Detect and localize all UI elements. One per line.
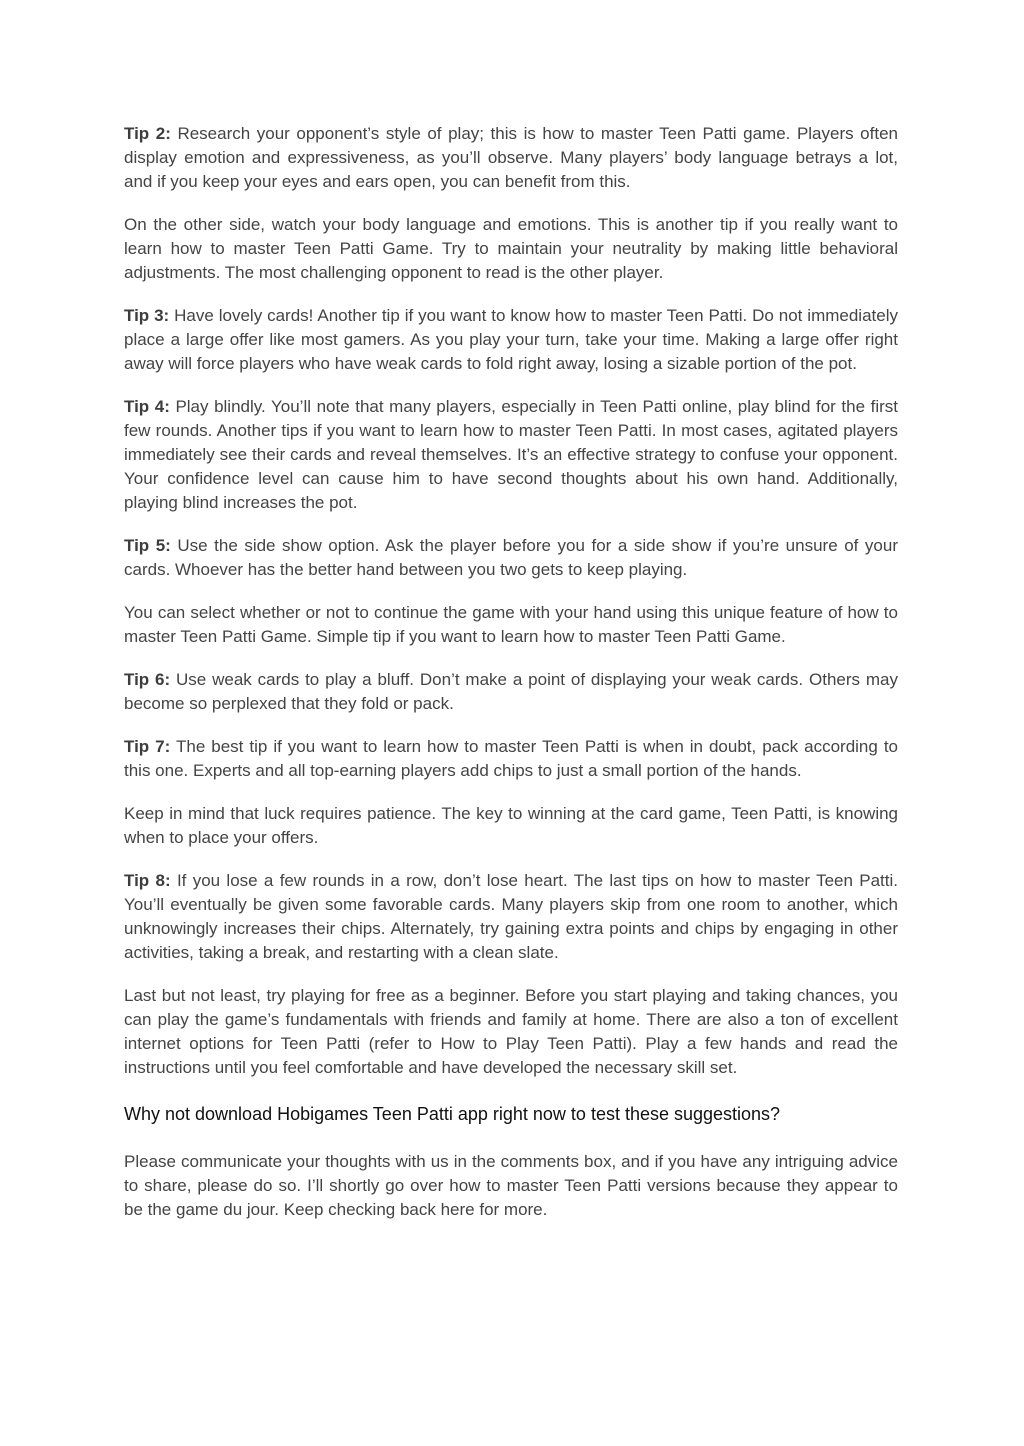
patience-paragraph	[124, 802, 898, 850]
tip-3-paragraph	[124, 304, 898, 376]
tip-3-label: Tip 3:	[124, 306, 170, 325]
tip-7-paragraph	[124, 735, 898, 783]
tip-6-label: Tip 6:	[124, 670, 171, 689]
beginner-text: Last but not least, try playing for free as a beginner. Before you start playing and taking chances, you can play the game’s fundamentals with friends and family at home. There are also a ton of excellent internet options for Teen Patti (refer to How to Play Teen Patti). Play a few hands and read the instructions until you feel comfortable and have developed the necessary skill set.	[124, 986, 898, 1077]
patience-text: Keep in mind that luck requires patience. The key to winning at the card game, Teen Patti, is knowing when to place your offers.	[124, 804, 898, 847]
tip-7-label: Tip 7:	[124, 737, 171, 756]
tip-8-paragraph	[124, 869, 898, 965]
tip-7-text: The best tip if you want to learn how to master Teen Patti is when in doubt, pack according to this one. Experts and all top-earning players add chips to just a small portion of the hands.	[124, 737, 899, 780]
tip-6-paragraph	[124, 668, 898, 716]
tip-2-label: Tip 2:	[124, 124, 171, 143]
tip-4-label: Tip 4:	[124, 397, 170, 416]
tip-3-text: Have lovely cards! Another tip if you want to know how to master Teen Patti. Do not immediately place a large offer like most gamers. As you play your turn, take your time. Making a large offer right away will force players who have weak cards to fold right away, losing a sizable portion of the pot.	[124, 306, 898, 373]
download-cta: Why not download Hobigames Teen Patti app right now to test these suggestions?	[124, 1104, 781, 1124]
tip-4-text: Play blindly. You’ll note that many players, especially in Teen Patti online, play blind for the first few rounds. Another tips if you want to learn how to master Teen Patti. In most cases, agitated players immediately see their cards and reveal themselves. It’s an effective strategy to confuse your opponent. Your confidence level can cause him to have second thoughts about his own hand. Additionally, playing blind increases the pot.	[124, 397, 898, 512]
tip-4-paragraph	[124, 395, 898, 515]
closing-paragraph: Please communicate your thoughts with us in the comments box, and if you have any intriguing advice to share, please do so. I’ll shortly go over how to master Teen Patti versions because they appear to be the game du jour. Keep checking back here for more.	[124, 1152, 898, 1219]
unique-feature-text: You can select whether or not to continue the game with your hand using this unique feature of how to master Teen Patti Game. Simple tip if you want to learn how to master Teen Patti Game.	[124, 603, 898, 646]
tip-5-label: Tip 5:	[124, 536, 171, 555]
tip-5-text: Use the side show option. Ask the player before you for a side show if you’re unsure of your cards. Whoever has the better hand between you two gets to keep playing.	[124, 536, 898, 579]
tip-2-text: Research your opponent’s style of play; this is how to master Teen Patti game. Players often display emotion and expressiveness, as you’ll observe. Many players’ body language betrays a lot, and if you keep your eyes and ears open, you can benefit from this.	[124, 124, 898, 191]
document-body	[124, 122, 898, 1241]
tip-5-paragraph	[124, 534, 898, 582]
beginner-paragraph	[124, 984, 898, 1080]
unique-feature-paragraph	[124, 601, 898, 649]
tip-8-text: If you lose a few rounds in a row, don’t lose heart. The last tips on how to master Teen Patti. You’ll eventually be given some favorable cards. Many players skip from one room to another, which unknowingly increases their chips. Alternately, try gaining extra points and chips by engaging in other activities, taking a break, and restarting with a clean slate.	[124, 871, 898, 962]
tip-2-paragraph	[124, 122, 898, 194]
tip-8-label: Tip 8:	[124, 871, 171, 890]
body-language-paragraph	[124, 213, 898, 285]
tip-6-text: Use weak cards to play a bluff. Don’t make a point of displaying your weak cards. Others may become so perplexed that they fold or pack.	[124, 670, 898, 713]
body-language-text: On the other side, watch your body language and emotions. This is another tip if you really want to learn how to master Teen Patti Game. Try to maintain your neutrality by making little behavioral adjustments. The most challenging opponent to read is the other player.	[124, 215, 898, 282]
